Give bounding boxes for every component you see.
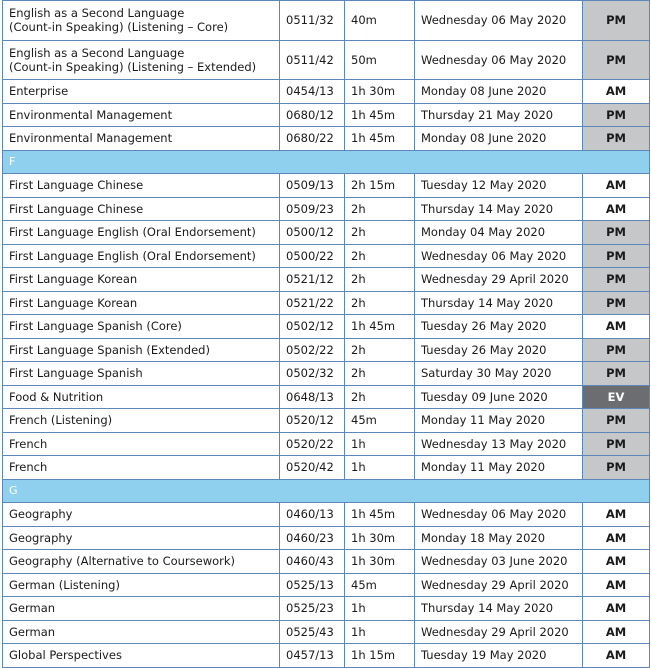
timetable-body [3,1,650,668]
duration-cell: 1h 45m [345,315,415,339]
subject-cell [3,174,280,198]
date-cell: Wednesday 13 May 2020 [415,432,583,456]
table-row [3,80,650,104]
subject-name: First Language Korean [9,295,138,310]
section-letter: F [3,150,650,174]
table-row [3,221,650,245]
subject-name: First Language English (Oral Endorsement) [9,225,256,240]
session-badge: PM [583,221,650,245]
subject-cell [3,40,280,80]
table-row [3,244,650,268]
subject-cell [3,526,280,550]
subject-name: French [9,436,48,451]
subject-cell [3,80,280,104]
date-cell: Monday 11 May 2020 [415,456,583,480]
session-badge: PM [583,409,650,433]
subject-name: First Language Spanish (Extended) [9,342,210,357]
component-code: 0525/23 [280,597,345,621]
table-row [3,385,650,409]
component-code: 0460/23 [280,526,345,550]
component-code: 0500/22 [280,244,345,268]
table-row [3,409,650,433]
session-badge: PM [583,362,650,386]
session-badge: PM [583,432,650,456]
component-code: 0520/42 [280,456,345,480]
subject-name: Food & Nutrition [9,389,104,404]
session-badge: AM [583,550,650,574]
component-code: 0511/32 [280,1,345,41]
subject-name: French (Listening) [9,413,113,428]
duration-cell: 1h 45m [345,103,415,127]
subject-cell [3,1,280,41]
date-cell: Wednesday 06 May 2020 [415,1,583,41]
subject-cell [3,103,280,127]
table-row [3,268,650,292]
component-code: 0509/23 [280,197,345,221]
date-cell: Tuesday 19 May 2020 [415,644,583,668]
date-cell: Monday 08 June 2020 [415,80,583,104]
subject-cell [3,315,280,339]
duration-cell: 1h [345,432,415,456]
session-badge: AM [583,573,650,597]
component-code: 0460/43 [280,550,345,574]
table-row [3,644,650,668]
table-row [3,127,650,151]
subject-name: Environmental Management [9,131,173,146]
subject-cell [3,573,280,597]
subject-name: First Language Spanish (Core) [9,319,182,334]
subject-name: German (Listening) [9,577,120,592]
subject-cell [3,597,280,621]
duration-cell: 2h [345,244,415,268]
table-row [3,456,650,480]
component-code: 0680/22 [280,127,345,151]
session-badge: AM [583,597,650,621]
date-cell: Thursday 14 May 2020 [415,597,583,621]
duration-cell: 1h [345,597,415,621]
session-badge: PM [583,291,650,315]
table-row [3,362,650,386]
duration-cell: 2h [345,268,415,292]
subject-cell [3,432,280,456]
component-code: 0460/13 [280,503,345,527]
section-header [3,479,650,503]
table-row [3,597,650,621]
subject-name: English as a Second Language [9,6,185,21]
subject-cell [3,362,280,386]
duration-cell: 2h [345,221,415,245]
session-badge: PM [583,244,650,268]
subject-cell [3,550,280,574]
component-code: 0521/12 [280,268,345,292]
table-row [3,432,650,456]
subject-cell [3,338,280,362]
session-badge: AM [583,80,650,104]
date-cell: Monday 08 June 2020 [415,127,583,151]
duration-cell: 2h 15m [345,174,415,198]
subject-name: German [9,601,56,616]
table-row [3,291,650,315]
component-code: 0648/13 [280,385,345,409]
section-letter: G [3,479,650,503]
subject-cell [3,127,280,151]
component-code: 0454/13 [280,80,345,104]
duration-cell: 1h 30m [345,550,415,574]
date-cell: Tuesday 12 May 2020 [415,174,583,198]
table-row [3,103,650,127]
component-code: 0525/13 [280,573,345,597]
session-badge: AM [583,174,650,198]
subject-name: Environmental Management [9,107,173,122]
subject-name: German [9,624,56,639]
date-cell: Wednesday 29 April 2020 [415,268,583,292]
date-cell: Tuesday 26 May 2020 [415,315,583,339]
session-badge: AM [583,197,650,221]
subject-name-line2: (Count-in Speaking) (Listening – Extended) [9,59,257,74]
session-badge: AM [583,503,650,527]
session-badge: PM [583,1,650,41]
component-code: 0680/12 [280,103,345,127]
duration-cell: 45m [345,409,415,433]
subject-name: Global Perspectives [9,648,122,663]
duration-cell: 1h 30m [345,526,415,550]
subject-cell [3,620,280,644]
subject-cell [3,244,280,268]
component-code: 0502/32 [280,362,345,386]
component-code: 0521/22 [280,291,345,315]
subject-cell [3,644,280,668]
session-badge: PM [583,103,650,127]
subject-name-line2: (Count-in Speaking) (Listening – Core) [9,20,229,35]
subject-name: Enterprise [9,84,69,99]
table-row [3,550,650,574]
date-cell: Wednesday 06 May 2020 [415,244,583,268]
subject-cell [3,291,280,315]
component-code: 0520/22 [280,432,345,456]
subject-cell [3,221,280,245]
subject-name: First Language English (Oral Endorsement) [9,248,256,263]
subject-name: First Language Chinese [9,201,144,216]
component-code: 0502/12 [280,315,345,339]
date-cell: Thursday 21 May 2020 [415,103,583,127]
duration-cell: 2h [345,338,415,362]
date-cell: Saturday 30 May 2020 [415,362,583,386]
session-badge: PM [583,40,650,80]
table-row [3,40,650,80]
session-badge: PM [583,127,650,151]
date-cell: Thursday 14 May 2020 [415,197,583,221]
subject-cell [3,503,280,527]
date-cell: Monday 04 May 2020 [415,221,583,245]
duration-cell: 2h [345,197,415,221]
component-code: 0500/12 [280,221,345,245]
session-badge: AM [583,620,650,644]
duration-cell: 50m [345,40,415,80]
duration-cell: 1h 15m [345,644,415,668]
subject-name: Geography [9,530,73,545]
subject-cell [3,409,280,433]
duration-cell: 2h [345,291,415,315]
exam-timetable [2,0,650,668]
component-code: 0520/12 [280,409,345,433]
date-cell: Monday 11 May 2020 [415,409,583,433]
subject-name: First Language Korean [9,272,138,287]
table-row [3,503,650,527]
date-cell: Monday 18 May 2020 [415,526,583,550]
duration-cell: 45m [345,573,415,597]
subject-cell [3,456,280,480]
date-cell: Wednesday 29 April 2020 [415,620,583,644]
component-code: 0457/13 [280,644,345,668]
component-code: 0502/22 [280,338,345,362]
session-badge: AM [583,315,650,339]
session-badge: PM [583,456,650,480]
duration-cell: 2h [345,385,415,409]
table-row [3,620,650,644]
component-code: 0525/43 [280,620,345,644]
date-cell: Wednesday 06 May 2020 [415,503,583,527]
date-cell: Tuesday 26 May 2020 [415,338,583,362]
duration-cell: 1h [345,620,415,644]
duration-cell: 1h [345,456,415,480]
subject-name: French [9,460,48,475]
table-row [3,338,650,362]
subject-name: Geography [9,507,73,522]
session-badge: EV [583,385,650,409]
subject-name: First Language Spanish [9,366,143,381]
duration-cell: 40m [345,1,415,41]
duration-cell: 2h [345,362,415,386]
subject-name: Geography (Alternative to Coursework) [9,554,236,569]
table-row [3,1,650,41]
session-badge: PM [583,268,650,292]
subject-cell [3,268,280,292]
section-header [3,150,650,174]
duration-cell: 1h 30m [345,80,415,104]
table-row [3,315,650,339]
session-badge: AM [583,644,650,668]
date-cell: Wednesday 29 April 2020 [415,573,583,597]
date-cell: Wednesday 03 June 2020 [415,550,583,574]
date-cell: Wednesday 06 May 2020 [415,40,583,80]
session-badge: PM [583,338,650,362]
subject-cell [3,197,280,221]
component-code: 0511/42 [280,40,345,80]
duration-cell: 1h 45m [345,127,415,151]
session-badge: AM [583,526,650,550]
date-cell: Thursday 14 May 2020 [415,291,583,315]
table-row [3,197,650,221]
subject-name: First Language Chinese [9,178,144,193]
subject-name: English as a Second Language [9,45,185,60]
table-row [3,573,650,597]
component-code: 0509/13 [280,174,345,198]
date-cell: Tuesday 09 June 2020 [415,385,583,409]
table-row [3,526,650,550]
duration-cell: 1h 45m [345,503,415,527]
subject-cell [3,385,280,409]
table-row [3,174,650,198]
